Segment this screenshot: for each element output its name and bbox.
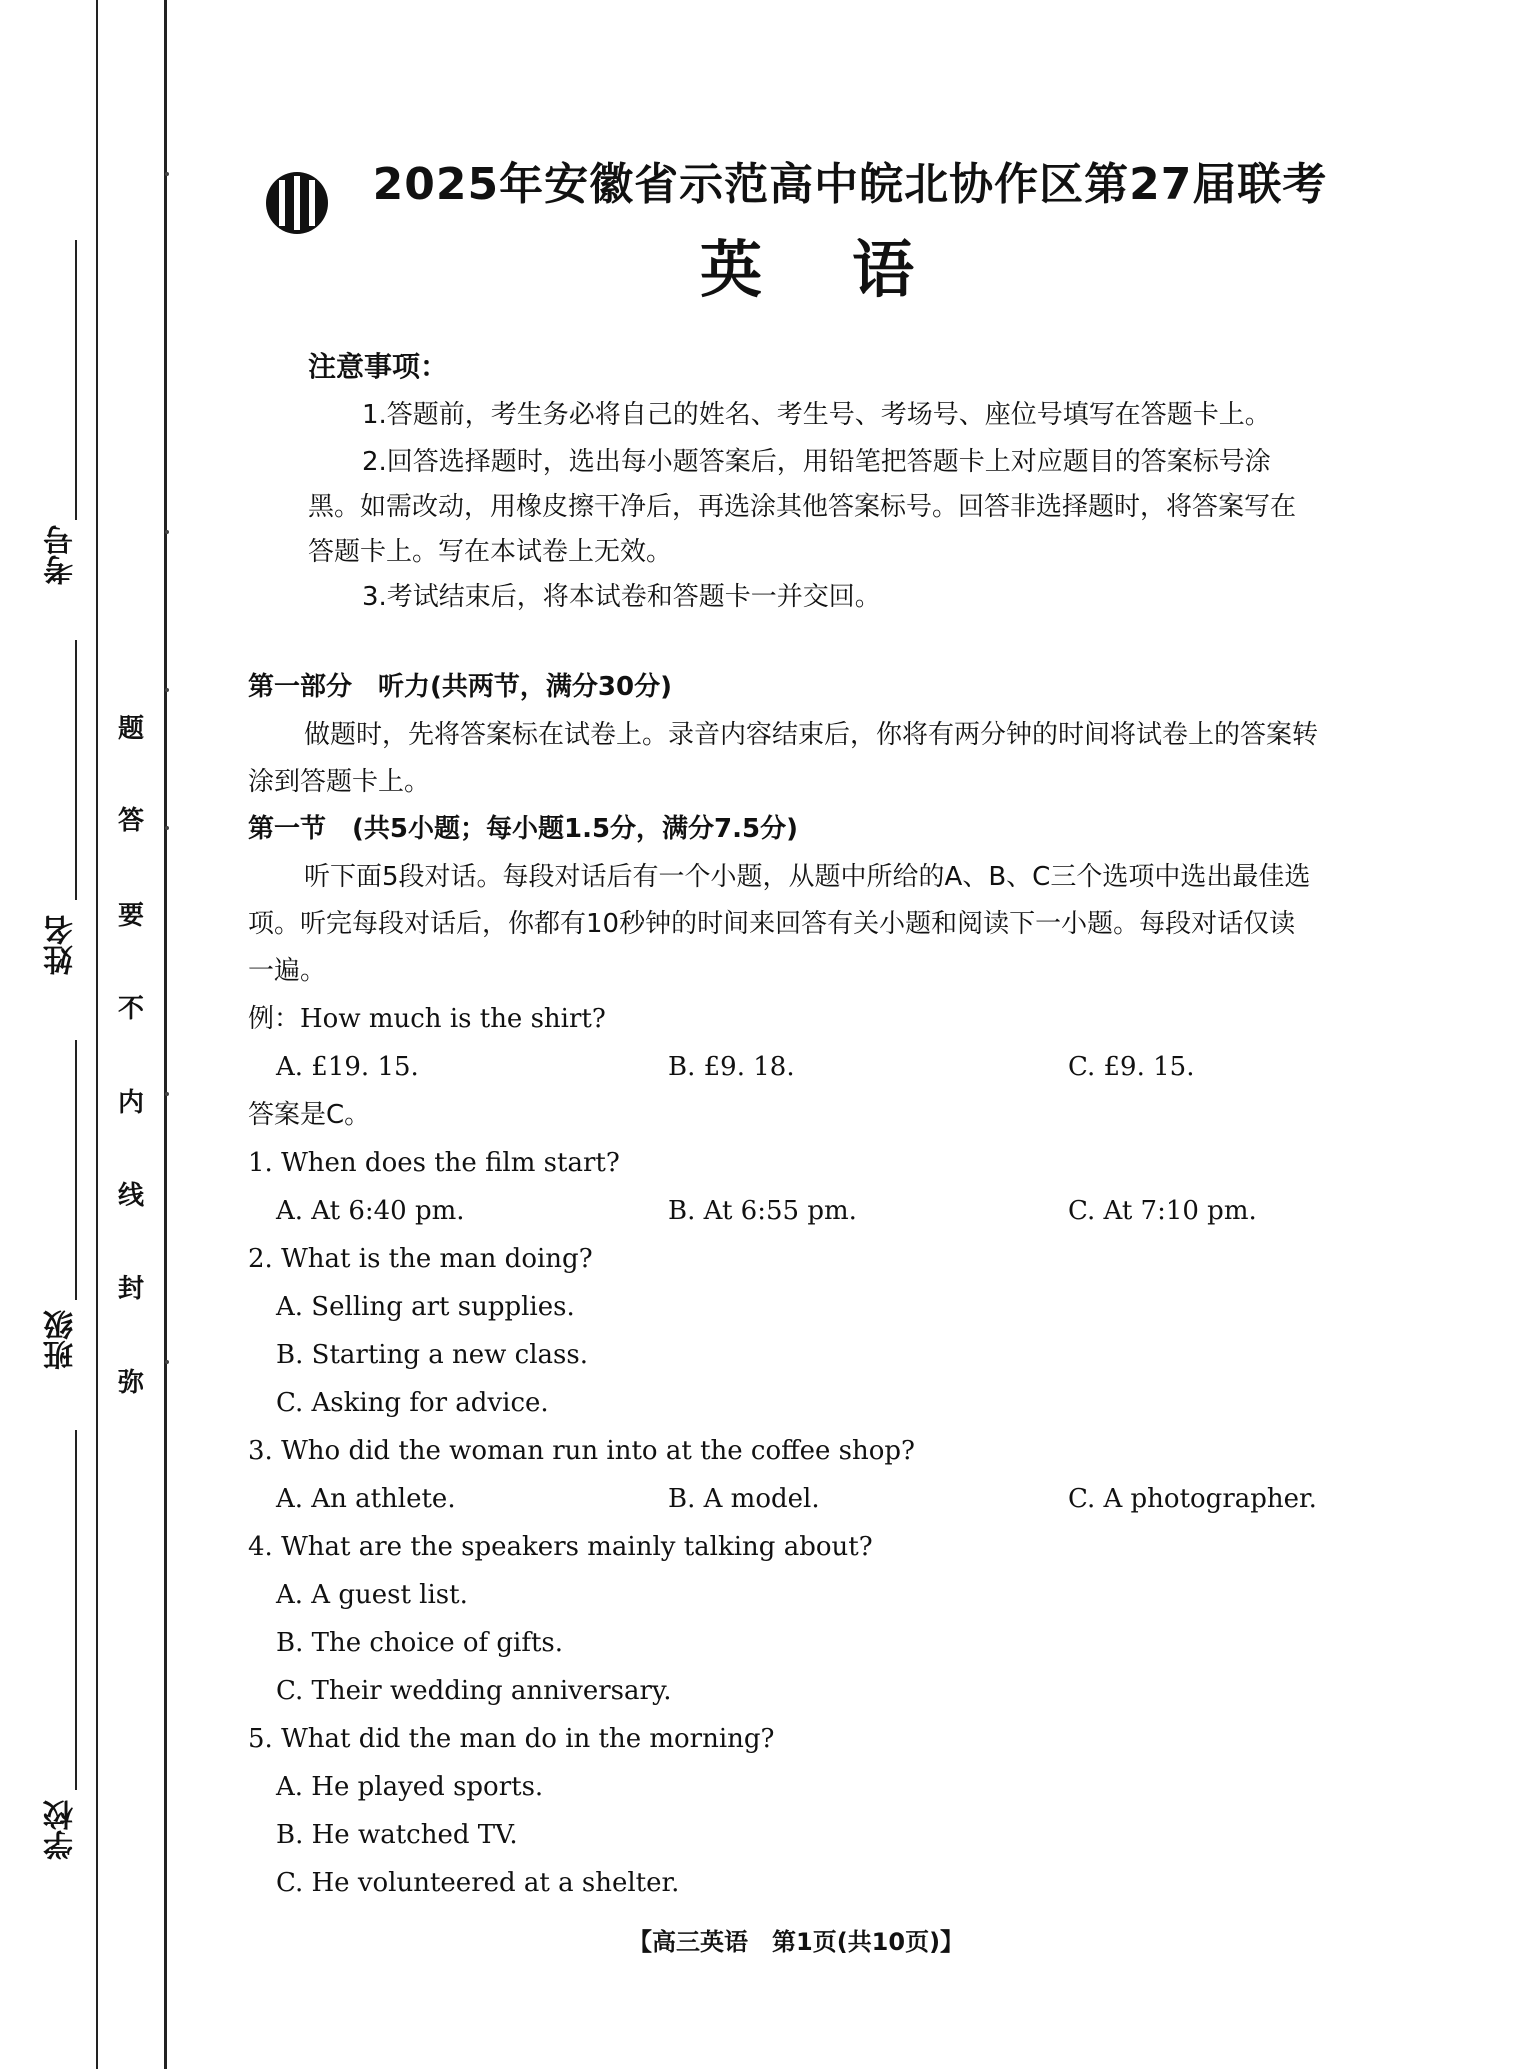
section1-instruction-cont2: 一遍。: [248, 956, 327, 986]
seal-dot: [165, 530, 169, 534]
option-b: B. Starting a new class.: [276, 1340, 588, 1370]
seal-char-8: 弥: [118, 1368, 145, 1398]
seal-dot: [165, 826, 169, 830]
part1-instruction: 做题时，先将答案标在试卷上。录音内容结束后，你将有两分钟的时间将试卷上的答案转: [304, 720, 1319, 750]
example-option-a: A. £19. 15.: [276, 1052, 419, 1082]
option-b: B. He watched TV.: [276, 1820, 518, 1850]
exam-number-rule: [75, 240, 77, 520]
seal-char-1: 题: [118, 714, 145, 744]
name-rule: [75, 640, 77, 900]
option-c: C. Their wedding anniversary.: [276, 1676, 672, 1706]
notice-item-3: 3.考试结束后，将本试卷和答题卡一并交回。: [362, 582, 881, 612]
exam-title: 2025年安徽省示范高中皖北协作区第27届联考: [372, 159, 1328, 210]
notice-item-2: 2.回答选择题时，选出每小题答案后，用铅笔把答题卡上对应题目的答案标号涂: [362, 447, 1271, 477]
seal-dot: [165, 172, 169, 176]
seal-char-5: 内: [118, 1088, 145, 1118]
option-c: C. Asking for advice.: [276, 1388, 549, 1418]
class-label: 班级: [44, 1310, 79, 1370]
notice-item-2-cont: 黑。如需改动，用橡皮擦干净后，再选涂其他答案标号。回答非选择题时，将答案写在: [308, 492, 1297, 522]
question-stem: 5. What did the man do in the morning?: [248, 1724, 775, 1754]
question-stem: 4. What are the speakers mainly talking about?: [248, 1532, 873, 1562]
question-stem: 1. When does the film start?: [248, 1148, 620, 1178]
school-rule: [75, 1430, 77, 1790]
seal-dot: [165, 1092, 169, 1096]
seal-dot: [165, 688, 169, 692]
page-footer: 【高三英语 第1页(共10页)】: [628, 1928, 965, 1956]
exam-number-label: 考号: [44, 525, 79, 585]
option-c: C. He volunteered at a shelter.: [276, 1868, 680, 1898]
subject-title: 英语: [700, 233, 1005, 306]
part1-heading: 第一部分 听力(共两节，满分30分): [248, 672, 672, 702]
notice-item-2-cont2: 答题卡上。写在本试卷上无效。: [308, 537, 673, 567]
notice-heading: 注意事项：: [308, 350, 449, 383]
example-option-c: C. £9. 15.: [1068, 1052, 1195, 1082]
example-answer: 答案是C。: [248, 1100, 371, 1130]
notice-item-1: 1.答题前，考生务必将自己的姓名、考生号、考场号、座位号填写在答题卡上。: [362, 400, 1271, 430]
option-c: C. A photographer.: [1068, 1484, 1317, 1514]
section1-instruction: 听下面5段对话。每段对话后有一个小题，从题中所给的A、B、C三个选项中选出最佳选: [304, 862, 1311, 892]
name-label: 姓名: [44, 915, 79, 975]
question-stem: 3. Who did the woman run into at the coffee shop?: [248, 1436, 915, 1466]
class-rule: [75, 1040, 77, 1300]
part1-instruction-cont: 涂到答题卡上。: [248, 767, 431, 797]
option-a: A. At 6:40 pm.: [276, 1196, 465, 1226]
example-option-b: B. £9. 18.: [668, 1052, 795, 1082]
margin-line-outer: [96, 0, 98, 2069]
example-question: 例：How much is the shirt?: [248, 1004, 606, 1034]
option-a: A. Selling art supplies.: [276, 1292, 575, 1322]
seal-char-4: 不: [118, 994, 145, 1024]
option-b: B. A model.: [668, 1484, 820, 1514]
question-stem: 2. What is the man doing?: [248, 1244, 593, 1274]
seal-char-7: 封: [118, 1274, 145, 1304]
option-c: C. At 7:10 pm.: [1068, 1196, 1257, 1226]
seal-dot: [165, 1360, 169, 1364]
option-b: B. At 6:55 pm.: [668, 1196, 857, 1226]
option-b: B. The choice of gifts.: [276, 1628, 564, 1658]
seal-char-3: 要: [118, 901, 145, 931]
seal-char-6: 线: [118, 1181, 145, 1211]
margin-line-inner: [164, 0, 167, 2069]
section1-instruction-cont: 项。听完每段对话后，你都有10秒钟的时间来回答有关小题和阅读下一小题。每段对话仅读: [248, 909, 1296, 939]
option-a: A. An athlete.: [276, 1484, 456, 1514]
option-a: A. A guest list.: [276, 1580, 468, 1610]
option-a: A. He played sports.: [276, 1772, 544, 1802]
school-label: 学校: [44, 1800, 79, 1860]
section1-heading: 第一节 (共5小题；每小题1.5分，满分7.5分): [248, 814, 798, 844]
seal-char-2: 答: [118, 806, 145, 836]
